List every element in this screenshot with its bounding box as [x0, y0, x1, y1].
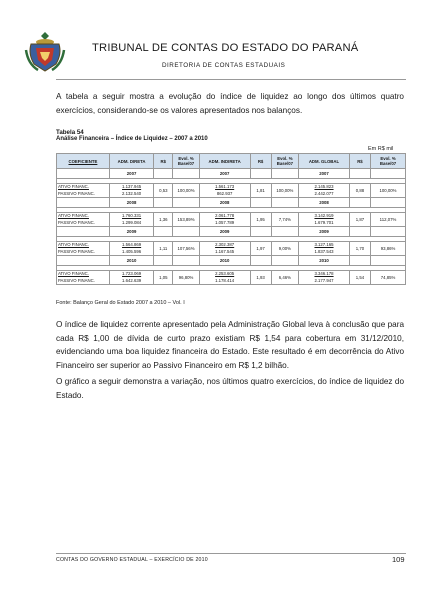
- year-label: 2008: [109, 198, 153, 208]
- evolution-cell: 74,85%: [371, 271, 406, 285]
- year-spacer: [57, 198, 110, 208]
- year-spacer: [57, 169, 110, 179]
- ativo-value: 2.145.823: [314, 184, 334, 189]
- passivo-value: 1.837.543: [314, 248, 334, 254]
- value-cell: [109, 271, 153, 285]
- row-label: [57, 184, 110, 198]
- value-cell: [299, 242, 350, 256]
- passivo-value: 1.299.084: [122, 219, 142, 225]
- evolution-cell: 100,00%: [173, 184, 199, 198]
- table-source: Fonte: Balanço Geral do Estado 2007 a 2010 – Vol. I: [56, 300, 185, 306]
- year-label: 2009: [109, 227, 153, 237]
- row-label: [57, 213, 110, 227]
- ativo-value: 1.561.173: [215, 184, 235, 189]
- chart-intro-paragraph: O gráfico a seguir demonstra a variação, nos últimos quatro exercícios, do índice de liquidez do Estado.: [56, 377, 404, 400]
- evolution-cell: 100,00%: [371, 184, 406, 198]
- year-label: 2007: [199, 169, 250, 179]
- year-label: 2008: [199, 198, 250, 208]
- evolution-cell: 93,86%: [371, 242, 406, 256]
- evolution-cell: 153,89%: [173, 213, 199, 227]
- ativo-value: 3.346.178: [314, 271, 334, 276]
- year-row: [57, 198, 406, 208]
- year-label: 2008: [299, 198, 350, 208]
- value-cell: [199, 271, 250, 285]
- evolution-cell: 107,56%: [173, 242, 199, 256]
- passivo-value: 1.642.639: [122, 277, 142, 283]
- ratio-cell: 0,88: [349, 184, 370, 198]
- year-label: 2007: [299, 169, 350, 179]
- ratio-cell: 1,36: [154, 213, 173, 227]
- ativo-value: 2.302.387: [215, 242, 235, 247]
- ratio-cell: 1,93: [250, 271, 271, 285]
- ratio-cell: 0,53: [154, 184, 173, 198]
- table-row: [57, 213, 406, 227]
- passivo-value: 1.679.701: [314, 219, 334, 225]
- year-label: 2010: [299, 256, 350, 266]
- value-cell: [299, 213, 350, 227]
- header-divider: [56, 79, 406, 80]
- header-evolution: Evol. % Base/07: [371, 154, 406, 169]
- evolution-cell: 6,46%: [271, 271, 298, 285]
- ratio-cell: 1,70: [349, 242, 370, 256]
- ativo-label: ATIVO FINANC.: [58, 213, 89, 218]
- value-cell: [199, 242, 250, 256]
- year-label: 2009: [299, 227, 350, 237]
- evolution-cell: 9,00%: [271, 242, 298, 256]
- passivo-label: PASSIVO FINANC.: [58, 190, 95, 196]
- ativo-label: ATIVO FINANC.: [58, 271, 89, 276]
- state-coat-of-arms-icon: [24, 30, 66, 74]
- evolution-cell: 96,80%: [173, 271, 199, 285]
- ativo-value: 2.061.778: [215, 213, 235, 218]
- year-label: 2010: [199, 256, 250, 266]
- footer-divider: [56, 553, 406, 554]
- row-label: [57, 242, 110, 256]
- ativo-value: 2.253.605: [215, 271, 235, 276]
- passivo-value: 1.178.414: [215, 277, 235, 283]
- value-cell: [299, 271, 350, 285]
- ratio-cell: 1,95: [250, 213, 271, 227]
- liquidity-table: [56, 153, 406, 285]
- passivo-value: 1.405.596: [122, 248, 142, 254]
- value-cell: [109, 242, 153, 256]
- organization-title: TRIBUNAL DE CONTAS DO ESTADO DO PARANÁ: [92, 42, 359, 54]
- year-row: [57, 256, 406, 266]
- value-cell: [199, 184, 250, 198]
- page-number: 109: [392, 555, 405, 564]
- ratio-cell: 1,11: [154, 242, 173, 256]
- table-header-row: [57, 154, 406, 169]
- evolution-cell: 100,00%: [271, 184, 298, 198]
- intro-paragraph: A tabela a seguir mostra a evolução do índice de liquidez ao longo dos últimos quatro exercícios, considerando-se os valores apresentados nos balanços.: [56, 92, 404, 115]
- value-cell: [109, 184, 153, 198]
- table-row: [57, 242, 406, 256]
- page-header: [0, 30, 432, 82]
- ativo-value: 1.137.945: [122, 184, 142, 189]
- value-cell: [109, 213, 153, 227]
- passivo-label: PASSIVO FINANC.: [58, 219, 95, 225]
- evolution-cell: 7,74%: [271, 213, 298, 227]
- passivo-value: 2.442.077: [314, 190, 334, 196]
- analysis-paragraph: O índice de liquidez corrente apresentado pela Administração Global leva à conclusão que para cada R$ 1,00 de dívida de curto prazo existiam R$ 1,54 para cobertura em 31/12/2010, evidenciando uma boa liquidez financeira do Estado. Este resultado é em decorrência do Ativo Financeiro ser superior ao Passivo Financeiro em R$ 1,2 bilhão.: [56, 320, 404, 370]
- footer-text: CONTAS DO GOVERNO ESTADUAL – EXERCÍCIO DE 2010: [56, 557, 208, 563]
- ativo-value: 1.723.069: [122, 271, 142, 276]
- passivo-label: PASSIVO FINANC.: [58, 248, 95, 254]
- header-adm-global: ADM. GLOBAL: [299, 154, 350, 169]
- ativo-label: ATIVO FINANC.: [58, 184, 89, 189]
- passivo-value: 1.057.789: [215, 219, 235, 225]
- year-spacer: [57, 256, 110, 266]
- table-row: [57, 184, 406, 198]
- ratio-cell: 1,05: [154, 271, 173, 285]
- table-title: Tabela 54: [56, 129, 84, 136]
- value-cell: [299, 184, 350, 198]
- table-subtitle: Análise Financeira – Índice de Liquidez – 2007 a 2010: [56, 136, 208, 142]
- ativo-value: 3.142.919: [314, 213, 334, 218]
- header-rs: R$: [154, 154, 173, 169]
- year-label: 2009: [199, 227, 250, 237]
- header-coeficiente: COEFICIENTE: [57, 154, 110, 169]
- row-label: [57, 271, 110, 285]
- year-label: 2007: [109, 169, 153, 179]
- header-adm-direta: ADM. DIRETA: [109, 154, 153, 169]
- year-row: [57, 169, 406, 179]
- passivo-value: 1.167.545: [215, 248, 235, 254]
- ativo-label: ATIVO FINANC.: [58, 242, 89, 247]
- passivo-value: 862.937: [216, 190, 233, 196]
- ativo-value: 1.564.869: [122, 242, 142, 247]
- table-unit: Em R$ mil: [368, 146, 394, 152]
- passivo-label: PASSIVO FINANC.: [58, 277, 95, 283]
- header-adm-indireta: ADM. INDIRETA: [199, 154, 250, 169]
- ativo-value: 1.760.331: [122, 213, 142, 218]
- header-evolution: Evol. % Base/07: [173, 154, 199, 169]
- passivo-value: 2.177.947: [314, 277, 334, 283]
- ratio-cell: 1,54: [349, 271, 370, 285]
- ativo-value: 3.127.165: [314, 242, 334, 247]
- table-row: [57, 271, 406, 285]
- year-spacer: [57, 227, 110, 237]
- ratio-cell: 1,87: [349, 213, 370, 227]
- evolution-cell: 112,07%: [371, 213, 406, 227]
- department-name: DIRETORIA DE CONTAS ESTADUAIS: [162, 62, 286, 69]
- header-rs: R$: [349, 154, 370, 169]
- year-row: [57, 227, 406, 237]
- ratio-cell: 1,97: [250, 242, 271, 256]
- passivo-value: 2.132.540: [122, 190, 142, 196]
- header-rs: R$: [250, 154, 271, 169]
- ratio-cell: 1,81: [250, 184, 271, 198]
- value-cell: [199, 213, 250, 227]
- year-label: 2010: [109, 256, 153, 266]
- header-evolution: Evol. % Base/07: [271, 154, 298, 169]
